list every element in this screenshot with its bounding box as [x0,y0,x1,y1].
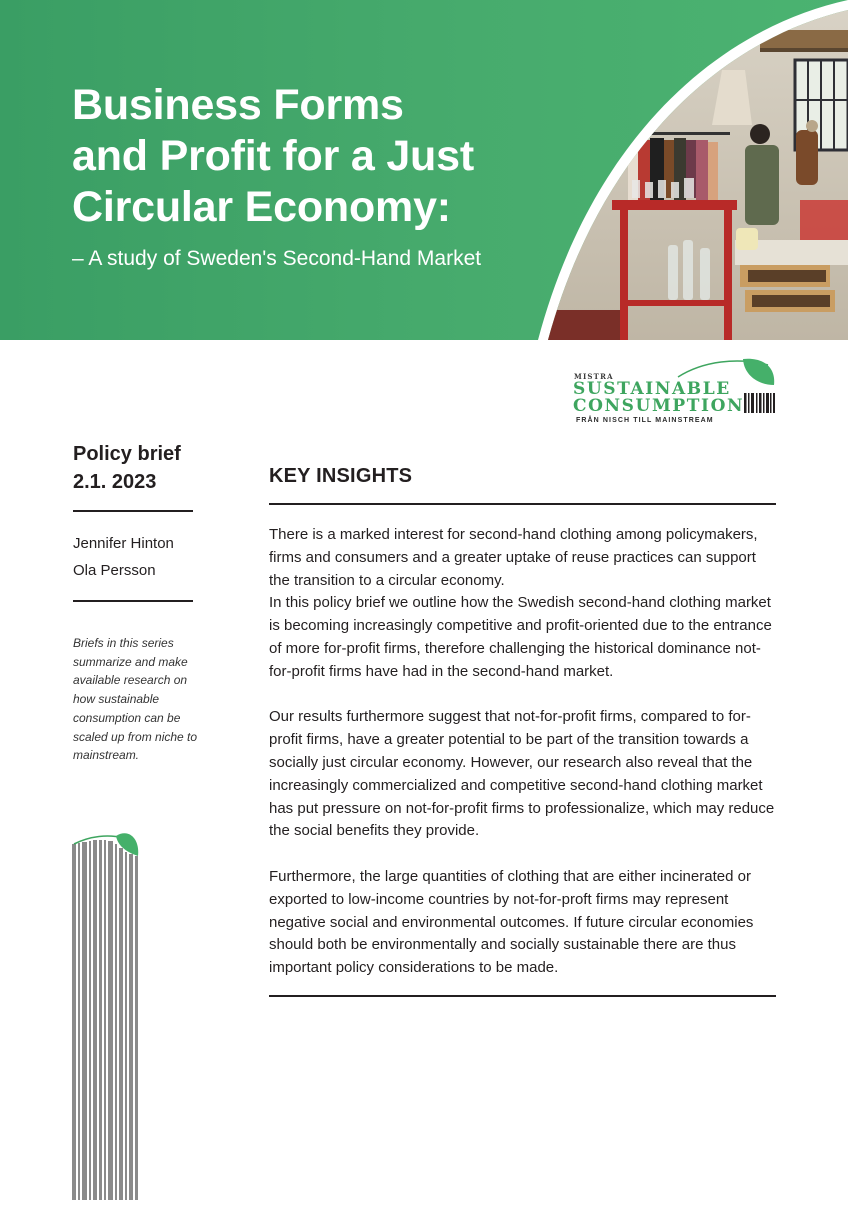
divider [73,600,193,602]
brief-number: 2.1. 2023 [73,471,157,493]
document-subtitle: – A study of Sweden's Second-Hand Market [72,247,482,270]
title-line: Circular Economy: [72,183,451,231]
insight-paragraph: In this policy brief we outline how the Swedish second-hand clothing market is becoming increasingly competitive and profit-oriented due to the entrance of more for-profit firms, therefore challenging the historical dominance not-for-profit firms have had in the second-hand market. [269,594,772,680]
series-note: Briefs in this series summarize and make available research on how sustainable consumption can be scaled up from niche to mainstream. [73,636,198,763]
divider [269,503,776,505]
author-name: Jennifer Hinton [73,535,174,552]
divider [73,510,193,512]
mistra-sustainable-consumption-logo [568,355,783,430]
insight-paragraph: There is a marked interest for second-hand clothing among policymakers, firms and consumers and a greater uptake of reuse practices can support the transition to a circular economy. [269,526,758,589]
logo-mistra-text: MISTRA [574,372,614,381]
logo-tagline: FRÅN NISCH TILL MAINSTREAM [576,417,714,424]
authors-list [73,530,193,584]
brief-label: Policy brief [73,443,181,465]
insight-paragraph: Our results furthermore suggest that not-for-profit firms, compared to for-profit firms, have a greater potential to be part of the transition towards a socially just circular economy. However, our research also reveal that the increasingly commercialized and competitive second-hand clothing market has put pressure on not-for-profit firms to professionalize, which may reduce the social benefits they provide. [269,708,775,840]
cover-banner [0,0,848,340]
insight-paragraph: Furthermore, the large quantities of clothing that are either incinerated or exported to low-income countries by not-for-proft firms may represent negative social and environmental outcomes. If future circular economies should both be environmentally and socially sustainable there are thus important policy considerations to be made. [269,867,754,977]
logo-line-2: CONSUMPTION [573,396,745,416]
author-name: Ola Persson [73,562,156,579]
title-line: and Profit for a Just [72,132,474,180]
key-insights-section [269,462,776,997]
logo-line-1: SUSTAINABLE [573,379,731,399]
section-heading: KEY INSIGHTS [269,465,413,487]
divider [269,995,776,997]
title-line: Business Forms [72,81,404,129]
barcode-leaf-decoration [72,830,142,1200]
sidebar [73,440,193,602]
cover-photo [0,0,848,340]
